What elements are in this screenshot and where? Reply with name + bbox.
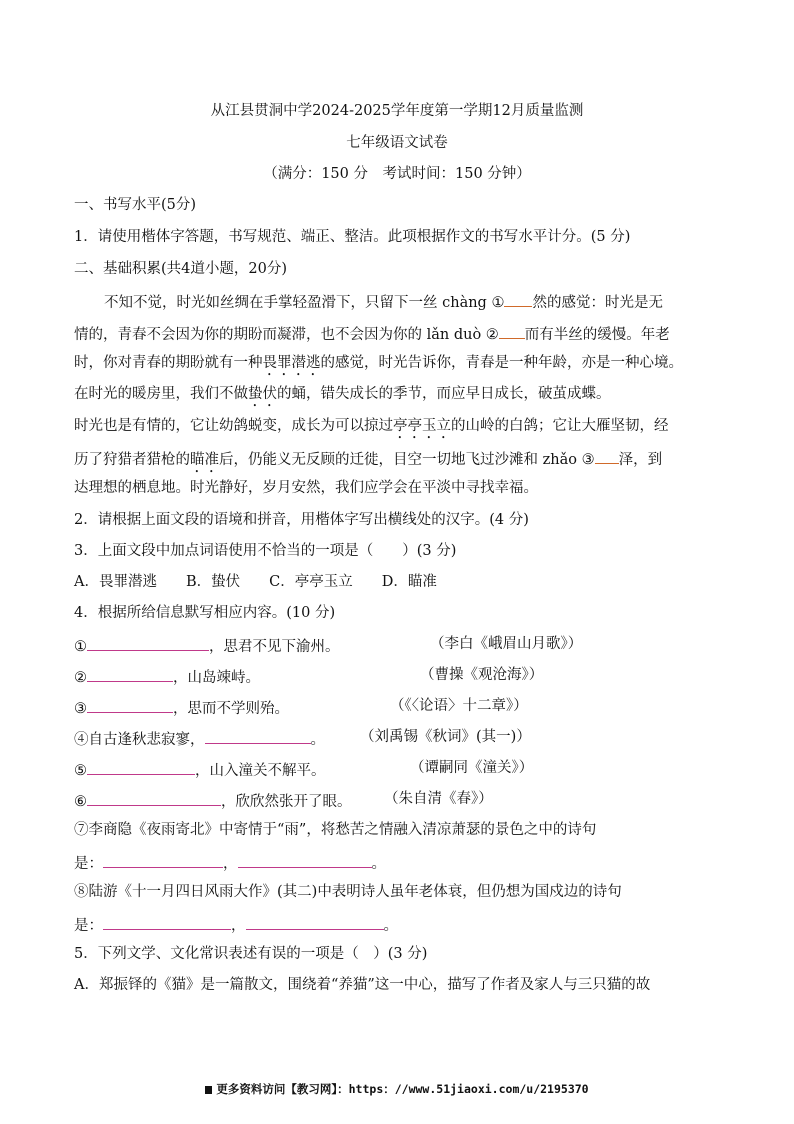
recite-2	[74, 665, 260, 688]
flag-icon	[205, 1086, 212, 1094]
item-text: ，欣欣然张开了眼。	[221, 794, 352, 810]
recite-5	[74, 758, 326, 781]
question-4: 4．根据所给信息默写相应内容。(10 分)	[74, 605, 336, 621]
exam-subtitle: 七年级语文试卷	[346, 135, 448, 151]
source-6: （朱自清《春》）	[384, 791, 493, 807]
passage-line-5	[74, 416, 669, 442]
answer-blank[interactable]	[87, 696, 173, 713]
passage-line-2	[74, 322, 670, 345]
question-1: 1．请使用楷体字答题，书写规范、端正、整洁。此项根据作文的书写水平计分。(5 分)	[74, 229, 631, 245]
dotted-word: 畏罪潜逃	[262, 355, 321, 371]
answer-blank[interactable]	[87, 789, 221, 806]
item-text: ，山入潼关不解平。	[195, 763, 326, 779]
item-text: 是：	[74, 856, 103, 872]
passage-text: 而有半丝的缓慢。年老	[524, 327, 670, 343]
question-3-options: A．畏罪潜逃 B．蛰伏 C．亭亭玉立 D．瞄准	[74, 574, 437, 590]
passage-line-3	[74, 353, 683, 379]
passage-text: 不知不觉，时光如丝绸在手掌轻盈滑下，只留下一丝 chàng ①	[104, 295, 505, 311]
item-number: ①	[74, 639, 87, 655]
answer-blank-3[interactable]	[595, 447, 619, 464]
passage-line-6	[74, 447, 662, 476]
answer-blank[interactable]	[87, 634, 209, 651]
item-number: ⑤	[74, 763, 87, 779]
source-1: （李白《峨眉山月歌》）	[430, 636, 583, 652]
item-text: ，	[223, 856, 238, 872]
passage-text: 后，仍能义无反顾的迁徙，目空一切地飞过沙滩和 zhǎo ③	[219, 452, 595, 468]
exam-info: （满分：150 分 考试时间：150 分钟）	[263, 166, 531, 182]
passage-text: 在时光的暖房里，我们不做	[74, 386, 248, 402]
passage-text: 的蛹，错失成长的季节，而应早日成长，破茧成蝶。	[277, 386, 611, 402]
source-2: （曹操《观沧海》）	[420, 667, 544, 683]
answer-blank[interactable]	[87, 665, 173, 682]
dotted-word: 亭亭玉立	[393, 418, 451, 434]
passage-text: 的山岭的白鸽；它让大雁坚韧，经	[451, 418, 669, 434]
item-text: ，思君不见下渝州。	[209, 639, 340, 655]
source-4: （刘禹锡《秋词》(其一)）	[360, 729, 531, 745]
section-1-heading: 一、书写水平(5分)	[74, 197, 197, 213]
passage-text: 历了狩猎者猎枪的	[74, 452, 190, 468]
answer-blank[interactable]	[238, 851, 372, 868]
recite-4	[74, 727, 325, 750]
item-number: ③	[74, 701, 87, 717]
answer-blank-2[interactable]	[499, 322, 525, 339]
passage-text: 的感觉，时光告诉你，青春是一种年龄，亦是一种心境。	[320, 355, 683, 371]
recite-8-answer	[74, 913, 398, 936]
item-text: 。	[310, 732, 325, 748]
passage-text: 然的感觉：时光是无	[532, 295, 663, 311]
dotted-word: 蛰伏	[248, 386, 277, 402]
question-3: 3．上面文段中加点词语使用不恰当的一项是（ ）(3 分)	[74, 543, 457, 559]
answer-blank[interactable]	[205, 727, 311, 744]
item-text: ，思而不学则殆。	[173, 701, 289, 717]
item-text: 。	[383, 918, 398, 934]
passage-text: 泽，到	[618, 452, 663, 468]
dotted-word: 瞄准	[190, 452, 219, 468]
question-5-option-a: A．郑振铎的《猫》是一篇散文，围绕着“养猫”这一中心，描写了作者及家人与三只猫的故	[74, 977, 651, 993]
recite-8-prompt: ⑧陆游《十一月四日风雨大作》(其二)中表明诗人虽年老体衰，但仍想为国戍边的诗句	[74, 884, 622, 900]
item-text: ，	[231, 918, 246, 934]
answer-blank[interactable]	[103, 913, 231, 930]
answer-blank-1[interactable]	[504, 290, 532, 307]
recite-7-prompt: ⑦李商隐《夜雨寄北》中寄情于“雨”，将愁苦之情融入清凉萧瑟的景色之中的诗句	[74, 822, 597, 838]
footer	[0, 1081, 794, 1097]
passage-line-1	[104, 290, 663, 313]
question-2: 2．请根据上面文段的语境和拼音，用楷体字写出横线处的汉字。(4 分)	[74, 512, 529, 528]
passage-line-4	[74, 384, 611, 410]
recite-3	[74, 696, 289, 719]
footer-link[interactable]: 更多资料访问【教习网】：https：//www.51jiaoxi.com/u/2195370	[216, 1082, 589, 1096]
source-5: （谭嗣同《潼关》）	[410, 760, 534, 776]
section-2-heading: 二、基础积累(共4道小题，20分)	[74, 261, 287, 277]
question-5: 5．下列文学、文化常识表述有误的一项是（ ）(3 分)	[74, 946, 428, 962]
passage-text: 情的，青春不会因为你的期盼而凝滞，也不会因为你的 lǎn duò ②	[74, 327, 499, 343]
answer-blank[interactable]	[103, 851, 223, 868]
recite-6	[74, 789, 352, 812]
passage-text: 时光也是有情的，它让幼鸽蜕变，成长为可以掠过	[74, 418, 393, 434]
item-text: 是：	[74, 918, 103, 934]
answer-blank[interactable]	[87, 758, 195, 775]
item-text: ，山岛竦峙。	[173, 670, 260, 686]
item-text: ④自古逢秋悲寂寥，	[74, 732, 205, 748]
recite-1	[74, 634, 340, 657]
item-number: ②	[74, 670, 87, 686]
exam-title: 从江县贯洞中学2024-2025学年度第一学期12月质量监测	[210, 103, 584, 119]
recite-7-answer	[74, 851, 386, 874]
item-number: ⑥	[74, 794, 87, 810]
item-text: 。	[371, 856, 386, 872]
passage-line-7: 达理想的栖息地。时光静好，岁月安然，我们应学会在平淡中寻找幸福。	[74, 480, 538, 496]
source-3: （《〈论语〉十二章》）	[390, 698, 528, 714]
answer-blank[interactable]	[246, 913, 384, 930]
passage-text: 时，你对青春的期盼就有一种	[74, 355, 263, 371]
